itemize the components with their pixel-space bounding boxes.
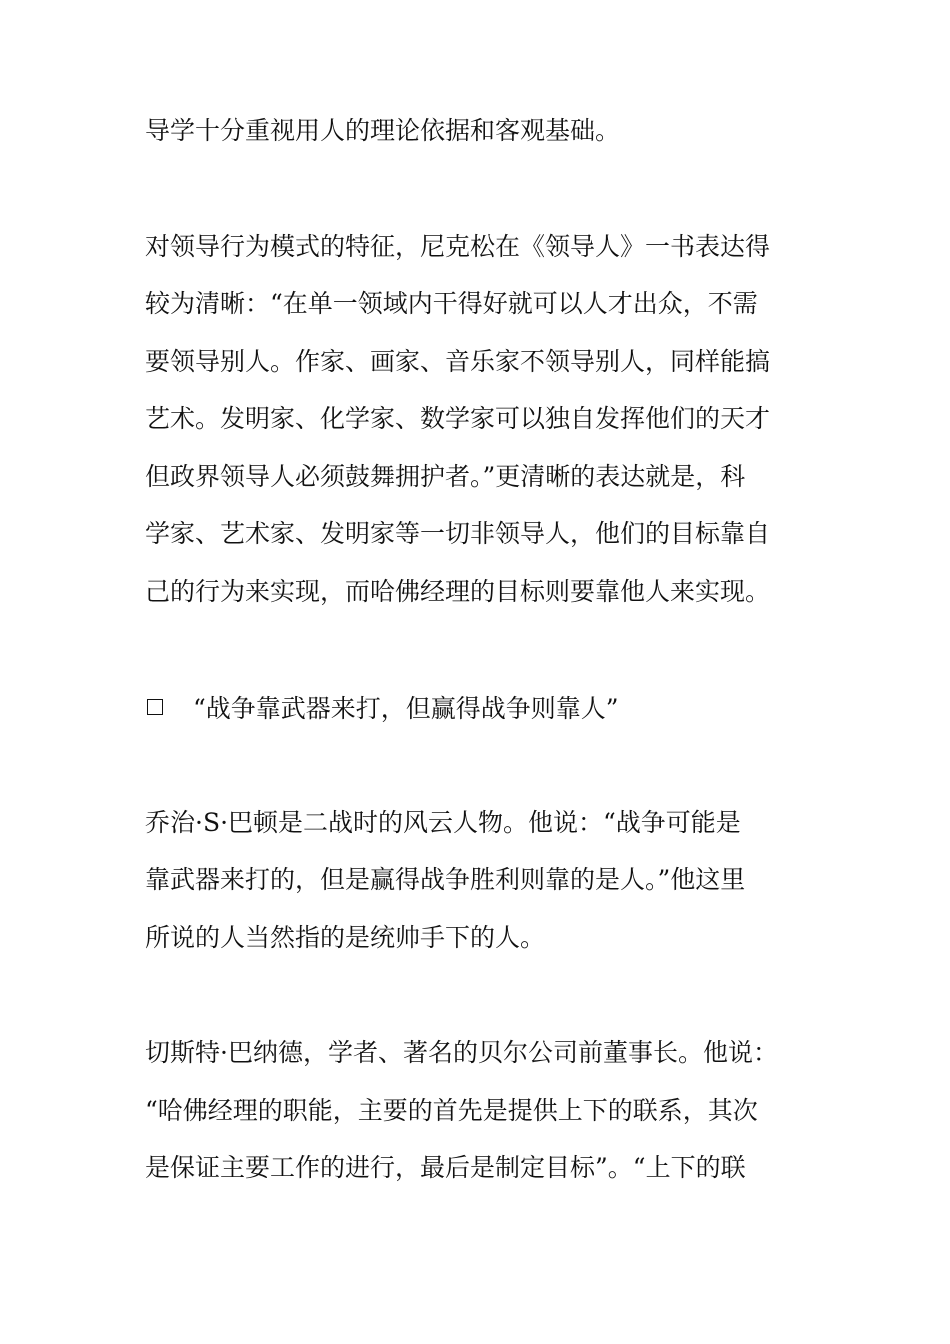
paragraph-nixon xyxy=(145,218,825,621)
text-line: 要领导别人。作家、画家、音乐家不领导别人，同样能搞 xyxy=(145,346,771,376)
text-line: 学家、艺术家、发明家等一切非领导人，他们的目标靠自 xyxy=(145,519,771,548)
paragraph-patton xyxy=(145,794,825,967)
text-line: 所说的人当然指的是统帅手下的人。 xyxy=(145,922,546,952)
text-line: 导学十分重视用人的理论依据和客观基础。 xyxy=(145,116,621,145)
paragraph-barnard xyxy=(145,1024,825,1197)
section-heading-text: “战争靠武器来打，但赢得战争则靠人” xyxy=(193,693,619,723)
text-line: 艺术。发明家、化学家、数学家可以独自发挥他们的天才 xyxy=(145,404,771,433)
square-bullet-icon xyxy=(147,699,163,715)
section-heading xyxy=(145,678,825,736)
text-line: 靠武器来打的，但是赢得战争胜利则靠的是人。”他这里 xyxy=(145,865,746,894)
text-line: 是保证主要工作的进行，最后是制定目标”。“上下的联 xyxy=(145,1153,746,1182)
paragraph-gap xyxy=(145,736,825,794)
document-page xyxy=(145,102,825,1197)
text-line: 己的行为来实现，而哈佛经理的目标则要靠他人来实现。 xyxy=(145,576,771,606)
text-line: 但政界领导人必须鼓舞拥护者。”更清晰的表达就是，科 xyxy=(145,461,746,491)
text-line: 对领导行为模式的特征，尼克松在《领导人》一书表达得 xyxy=(145,231,771,261)
text-line: “哈佛经理的职能，主要的首先是提供上下的联系，其次 xyxy=(145,1095,758,1125)
text-line: 切斯特·巴纳德，学者、著名的贝尔公司前董事长。他说： xyxy=(145,1038,778,1067)
paragraph-gap xyxy=(145,966,825,1024)
paragraph-gap xyxy=(145,160,825,218)
paragraph-gap xyxy=(145,620,825,678)
paragraph-intro xyxy=(145,102,825,160)
text-line: 乔治·S·巴顿是二战时的风云人物。他说：“战争可能是 xyxy=(145,807,741,837)
text-line: 较为清晰：“在单一领域内干得好就可以人才出众，不需 xyxy=(145,289,758,318)
